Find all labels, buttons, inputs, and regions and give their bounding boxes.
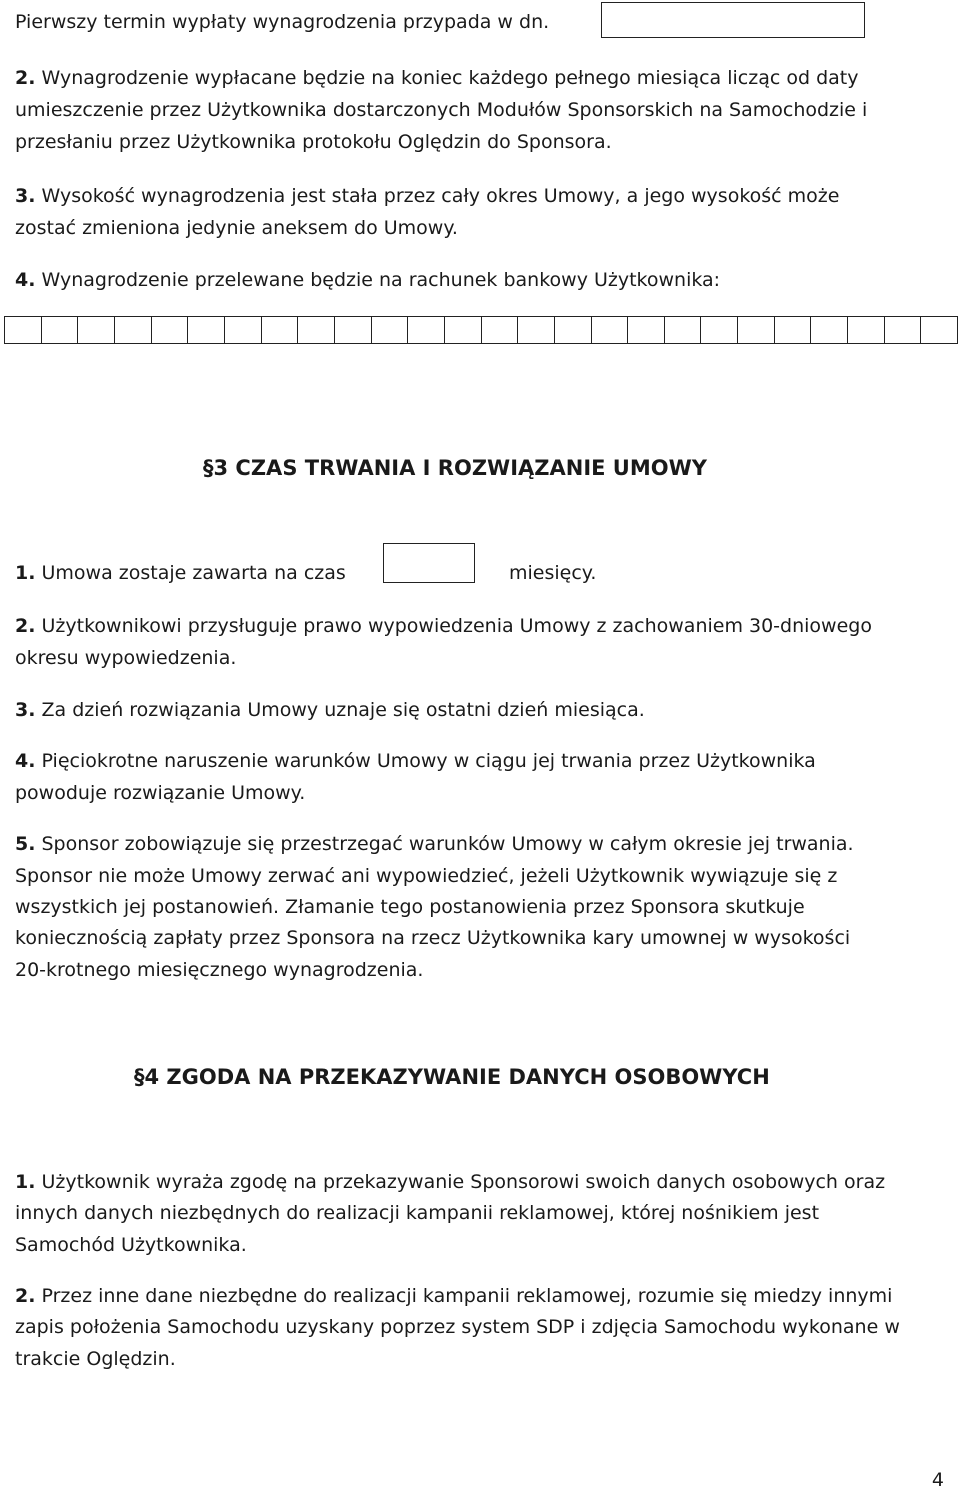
account-digit-box[interactable] (592, 316, 629, 344)
account-digit-box[interactable] (225, 316, 262, 344)
account-digit-box[interactable] (665, 316, 702, 344)
payment-day-field[interactable] (601, 2, 865, 38)
s4-para-1-line-2: innych danych niezbędnych do realizacji kampanii reklamowej, której nośnikiem jest (15, 1202, 820, 1224)
account-digit-box[interactable] (811, 316, 848, 344)
first-payment-text (15, 6, 549, 38)
account-digit-box[interactable] (42, 316, 79, 344)
s3-para-5-line-4: koniecznością zapłaty przez Sponsora na rzecz Użytkownika kary umownej w wysokości (15, 927, 851, 949)
s3-para-1-after: miesięcy. (509, 562, 597, 584)
s3-para-2-line-2: okresu wypowiedzenia. (15, 647, 237, 669)
account-digit-box[interactable] (885, 316, 922, 344)
para-3-line-1: 3. Wysokość wynagrodzenia jest stała przez cały okres Umowy, a jego wysokość może (15, 185, 840, 207)
account-digit-box[interactable] (335, 316, 372, 344)
account-digit-box[interactable] (262, 316, 299, 344)
para-3-line-2: zostać zmieniona jedynie aneksem do Umowy. (15, 217, 458, 239)
para-2-line-3: przesłaniu przez Użytkownika protokołu Oględzin do Sponsora. (15, 131, 612, 153)
account-digit-box[interactable] (701, 316, 738, 344)
account-digit-box[interactable] (518, 316, 555, 344)
para-2-line-2: umieszczenie przez Użytkownika dostarczonych Modułów Sponsorskich na Samochodzie i (15, 99, 868, 121)
duration-months-field[interactable] (383, 543, 475, 583)
s4-para-1-line-1: 1. Użytkownik wyraża zgodę na przekazywanie Sponsorowi swoich danych osobowych oraz (15, 1171, 886, 1193)
s3-para-5-line-5: 20-krotnego miesięcznego wynagrodzenia. (15, 959, 424, 981)
s4-para-1-line-3: Samochód Użytkownika. (15, 1234, 247, 1256)
account-digit-box[interactable] (848, 316, 885, 344)
s3-para-5-line-3: wszystkich jej postanowień. Złamanie tego postanowienia przez Sponsora skutkuje (15, 896, 805, 918)
account-digit-box[interactable] (372, 316, 409, 344)
section-3-heading: §3 CZAS TRWANIA I ROZWIĄZANIE UMOWY (203, 456, 707, 480)
s3-para-4-line-1: 4. Pięciokrotne naruszenie warunków Umowy w ciągu jej trwania przez Użytkownika (15, 750, 816, 772)
s3-para-4-line-2: powoduje rozwiązanie Umowy. (15, 782, 306, 804)
section-4-heading: §4 ZGODA NA PRZEKAZYWANIE DANYCH OSOBOWYCH (134, 1065, 770, 1089)
account-digit-box[interactable] (445, 316, 482, 344)
s4-para-2-line-2: zapis położenia Samochodu uzyskany poprzez system SDP i zdjęcia Samochodu wykonane w (15, 1316, 900, 1338)
s3-para-3: 3. Za dzień rozwiązania Umowy uznaje się ostatni dzień miesiąca. (15, 699, 645, 721)
account-digit-box[interactable] (298, 316, 335, 344)
s3-para-1: 1. Umowa zostaje zawarta na czas (15, 562, 346, 584)
account-digit-box[interactable] (408, 316, 445, 344)
s3-para-2-line-1: 2. Użytkownikowi przysługuje prawo wypowiedzenia Umowy z zachowaniem 30-dniowego (15, 615, 872, 637)
para-4-line-1: 4. Wynagrodzenie przelewane będzie na rachunek bankowy Użytkownika: (15, 269, 721, 291)
account-digit-box[interactable] (188, 316, 225, 344)
bank-account-field[interactable] (4, 316, 958, 344)
account-digit-box[interactable] (775, 316, 812, 344)
s3-para-5-line-2: Sponsor nie może Umowy zerwać ani wypowiedzieć, jeżeli Użytkownik wywiązuje się z (15, 865, 838, 887)
account-digit-box[interactable] (555, 316, 592, 344)
first-payment-label: Pierwszy termin wypłaty wynagrodzenia przypada w dn. (15, 11, 550, 33)
account-digit-box[interactable] (5, 316, 42, 344)
account-digit-box[interactable] (921, 316, 958, 344)
page-number: 4 (931, 1469, 944, 1491)
account-digit-box[interactable] (78, 316, 115, 344)
account-digit-box[interactable] (152, 316, 189, 344)
s4-para-2-line-3: trakcie Oględzin. (15, 1348, 176, 1370)
para-2-line-1: 2. Wynagrodzenie wypłacane będzie na koniec każdego pełnego miesiąca licząc od daty (15, 67, 859, 89)
account-digit-box[interactable] (628, 316, 665, 344)
account-digit-box[interactable] (738, 316, 775, 344)
account-digit-box[interactable] (482, 316, 519, 344)
account-digit-box[interactable] (115, 316, 152, 344)
s4-para-2-line-1: 2. Przez inne dane niezbędne do realizacji kampanii reklamowej, rozumie się miedzy innymi (15, 1285, 893, 1307)
s3-para-5-line-1: 5. Sponsor zobowiązuje się przestrzegać warunków Umowy w całym okresie jej trwania. (15, 833, 854, 855)
